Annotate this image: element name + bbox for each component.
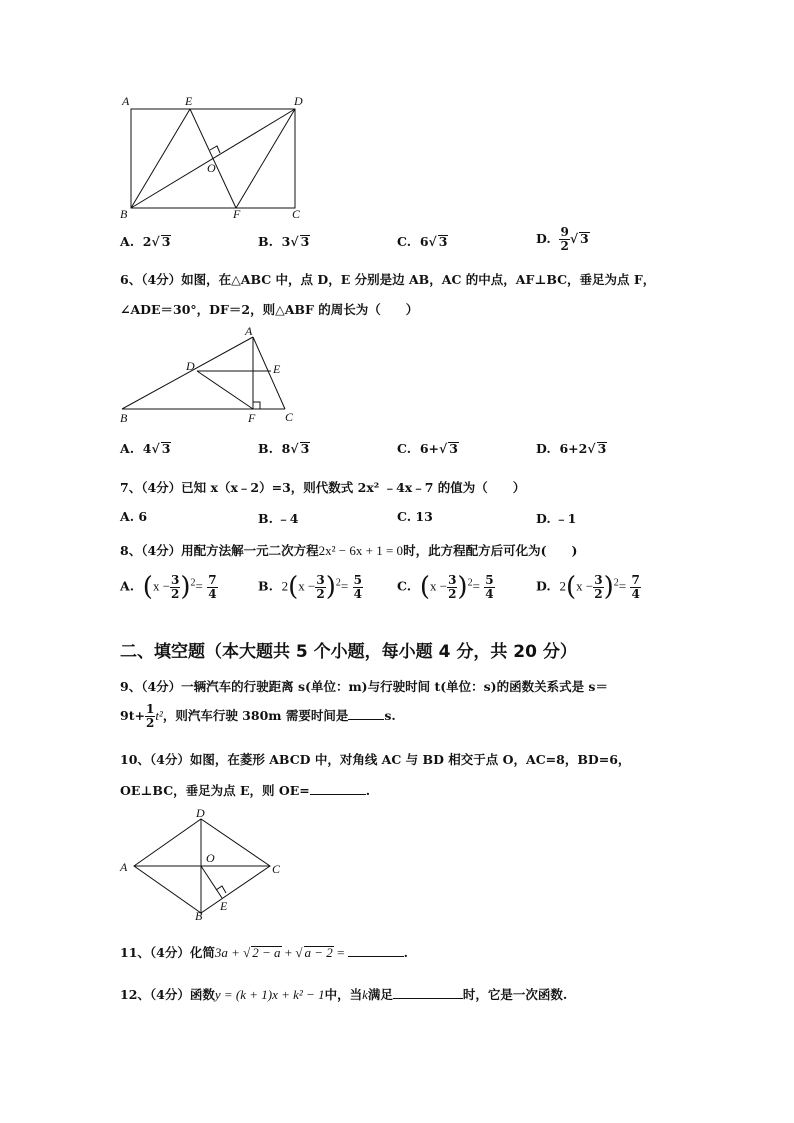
option-label: B. <box>258 578 273 594</box>
radicand: 3 <box>161 234 171 249</box>
function-expression: y = (k + 1)x + k² − 1 <box>214 987 325 1002</box>
label-c: C <box>285 410 294 424</box>
label-e: E <box>185 94 193 108</box>
plus-sign: + <box>281 945 296 960</box>
rhs-fraction <box>207 574 217 601</box>
q12-suffix: 时，它是一次函数. <box>462 987 568 1002</box>
option-coef: 6+2 <box>559 441 588 456</box>
label-o: O <box>206 851 215 865</box>
label-c: C <box>292 207 301 221</box>
section-heading: 二、填空题（本大题共 5 个小题，每小题 4 分，共 20 分） <box>120 642 577 662</box>
option-label: C. <box>397 234 412 249</box>
option-coef: 3 <box>281 234 291 249</box>
variable-k: k <box>362 987 368 1002</box>
equals: = <box>618 578 627 594</box>
denominator: 4 <box>353 586 362 601</box>
q9-prefix: 9t+ <box>120 708 145 723</box>
q7-option-d: D. ﹣1 <box>536 511 577 526</box>
label-c: C <box>272 862 281 876</box>
fraction <box>559 226 569 253</box>
label-f: F <box>248 411 256 425</box>
q8-prefix: 8、（4分）用配方法解一元二次方程 <box>120 543 319 558</box>
paren-close: ) <box>457 572 468 602</box>
q9-line1: 9、（4分）一辆汽车的行驶距离 s(单位：m)与行驶时间 t(单位：s)的函数关系式是 s＝ <box>120 679 608 694</box>
q9-unit: s. <box>384 708 396 723</box>
denominator: 2 <box>316 586 325 601</box>
answer-blank[interactable] <box>393 998 463 999</box>
option-label: A. <box>120 578 135 594</box>
q11-suffix: . <box>403 945 409 960</box>
option-label: B. <box>258 441 273 456</box>
q7-option-a: A. 6 <box>120 509 148 524</box>
q5-option-a: A. 2√ 3 <box>120 234 171 249</box>
q6-option-b: B. 8√ 3 <box>258 441 310 456</box>
radicand: 3 <box>300 234 310 249</box>
q7-text: 7、（4分）已知 x（x﹣2）=3，则代数式 2x² ﹣4x﹣7 的值为（ ） <box>120 480 526 495</box>
q8-option-b <box>258 572 363 602</box>
right-angle-mark <box>253 402 260 409</box>
q12-middle2: 满足 <box>367 987 393 1002</box>
fraction <box>447 574 457 601</box>
equals: = <box>340 578 349 594</box>
label-b: B <box>120 411 128 425</box>
exponent: 2 <box>190 577 196 589</box>
denominator: 2 <box>171 586 180 601</box>
q11-prefix: 11、（4分）化简 <box>120 945 215 960</box>
label-e: E <box>273 362 281 376</box>
option-coef: 2 <box>142 234 152 249</box>
q6-option-d: D. 6+2√ 3 <box>536 441 607 456</box>
triangle-figure <box>112 325 307 430</box>
q12-prefix: 12、（4分）函数 <box>120 987 215 1002</box>
option-label: A. <box>120 234 135 249</box>
q8-equation: 2x² − 6x + 1 = 0 <box>318 543 404 558</box>
q5-option-b: B. 3√ 3 <box>258 234 310 249</box>
numerator: 3 <box>448 572 457 587</box>
option-label: D. <box>536 578 551 594</box>
q11-text: 11、（4分）化简3a + √ 2 − a + √ a − 2 = . <box>120 945 409 960</box>
label-b: B <box>120 207 128 221</box>
denominator: 2 <box>448 586 457 601</box>
q5-option-c: C. 6√ 3 <box>397 234 448 249</box>
label-a: A <box>122 94 130 108</box>
option-label: D. <box>536 231 551 246</box>
numerator: 7 <box>631 572 640 587</box>
paren-open: ( <box>565 572 577 602</box>
right-angle-mark <box>210 146 220 153</box>
q8-text <box>120 541 577 559</box>
q9-suffix: ，则汽车行驶 380m 需要时间是 <box>162 708 349 723</box>
x-minus: x − <box>298 578 316 594</box>
label-a: A <box>245 325 253 338</box>
option-label: C. <box>397 578 412 594</box>
paren-open: ( <box>288 572 299 602</box>
label-d: D <box>186 359 195 373</box>
q10-line2 <box>120 781 370 799</box>
exponent: 2 <box>613 577 619 589</box>
q7-option-c: C. 13 <box>397 509 433 524</box>
x-minus: x − <box>429 578 448 594</box>
q8-option-a <box>120 572 218 602</box>
q8-suffix: 时，此方程配方后可化为( ) <box>403 543 578 558</box>
q12-middle: 中，当 <box>324 987 363 1002</box>
radicand: 3 <box>161 441 171 456</box>
label-b: B <box>195 909 203 920</box>
fraction <box>145 703 155 730</box>
radicand: 3 <box>580 231 589 246</box>
q6-line1: 6、（4分）如图，在△ABC 中，点 D，E 分别是边 AB，AC 的中点，AF⊥BC，垂足为点 F， <box>120 272 656 287</box>
exponent: 2 <box>467 577 473 589</box>
fraction <box>315 574 325 601</box>
option-coef: 8 <box>281 441 291 456</box>
segment-df <box>197 371 253 409</box>
numerator: 3 <box>594 572 603 587</box>
denominator: 2 <box>560 239 569 253</box>
exponent: 2 <box>335 577 341 589</box>
segment-oe <box>201 866 222 898</box>
option-coef: 4 <box>142 441 152 456</box>
paren-close: ) <box>325 572 336 602</box>
numerator: 3 <box>316 572 325 587</box>
x-minus: x − <box>576 578 594 594</box>
rhs-fraction <box>353 574 363 601</box>
label-d: D <box>294 94 303 108</box>
option-label: C. <box>397 441 412 456</box>
paren-open: ( <box>419 572 430 602</box>
paren-close: ) <box>180 572 191 602</box>
radicand: 3 <box>449 441 458 456</box>
coefficient: 2 <box>559 578 566 594</box>
option-label: A. <box>120 441 135 456</box>
rhs-fraction <box>484 574 494 601</box>
label-a: A <box>120 860 128 874</box>
denominator: 4 <box>208 586 217 601</box>
q7-option-b: B. ﹣4 <box>258 511 299 526</box>
denominator: 4 <box>631 586 640 601</box>
q8-option-c <box>397 572 495 602</box>
numerator: 7 <box>208 572 217 587</box>
option-label: D. <box>536 441 551 456</box>
segment-fd <box>236 109 295 208</box>
label-f: F <box>233 207 241 221</box>
radicand: 3 <box>597 441 607 456</box>
q6-option-c: C. 6+√ 3 <box>397 441 458 456</box>
label-o: O <box>207 161 216 175</box>
numerator: 5 <box>485 572 494 587</box>
radicand-2: a − 2 <box>304 945 333 960</box>
answer-blank[interactable] <box>348 719 384 720</box>
numerator: 5 <box>353 572 362 587</box>
segment-ef <box>190 109 236 208</box>
q6-option-a: A. 4√ 3 <box>120 441 171 456</box>
numerator: 9 <box>560 225 569 239</box>
label-e: E <box>220 899 228 913</box>
option-coef: 6+ <box>419 441 439 456</box>
segment-be <box>131 109 190 208</box>
q10-suffix: . <box>365 783 371 798</box>
equals: = <box>333 945 348 960</box>
fraction <box>593 574 603 601</box>
equals: = <box>195 578 203 594</box>
q12-text <box>120 985 567 1003</box>
rhs-fraction <box>630 574 640 601</box>
q9-line2 <box>120 703 396 730</box>
denominator: 4 <box>485 586 494 601</box>
option-label: B. <box>258 234 273 249</box>
q8-option-d <box>536 572 641 602</box>
radicand: 3 <box>300 441 310 456</box>
q6-line2: ∠ADE＝30°，DF＝2，则△ABF 的周长为（ ） <box>120 302 419 317</box>
x-minus: x − <box>152 578 171 594</box>
equals: = <box>472 578 480 594</box>
numerator: 1 <box>145 702 155 716</box>
term-3a: 3a + <box>214 945 244 960</box>
q10-line1: 10、（4分）如图，在菱形 ABCD 中，对角线 AC 与 BD 相交于点 O，AC=8，BD=6， <box>120 752 631 767</box>
t-squared: t² <box>155 708 163 723</box>
side-ab <box>122 337 253 409</box>
paren-close: ) <box>603 572 614 602</box>
option-coef: 6 <box>419 234 429 249</box>
radicand: 3 <box>438 234 448 249</box>
radicand-1: 2 − a <box>252 945 281 960</box>
rhombus-figure <box>112 805 297 920</box>
fraction <box>170 574 180 601</box>
rectangle-figure <box>112 90 322 225</box>
q10-prefix: OE⊥BC，垂足为点 E，则 OE= <box>120 783 310 798</box>
denominator: 2 <box>145 716 155 730</box>
label-d: D <box>196 806 205 820</box>
answer-blank[interactable] <box>348 956 404 957</box>
answer-blank[interactable] <box>310 794 366 795</box>
paren-open: ( <box>142 572 153 602</box>
coefficient: 2 <box>281 578 289 594</box>
denominator: 2 <box>594 586 603 601</box>
q5-option-d: D. $\frac{9}{2}$ √ 3 <box>536 225 589 253</box>
numerator: 3 <box>171 572 180 587</box>
